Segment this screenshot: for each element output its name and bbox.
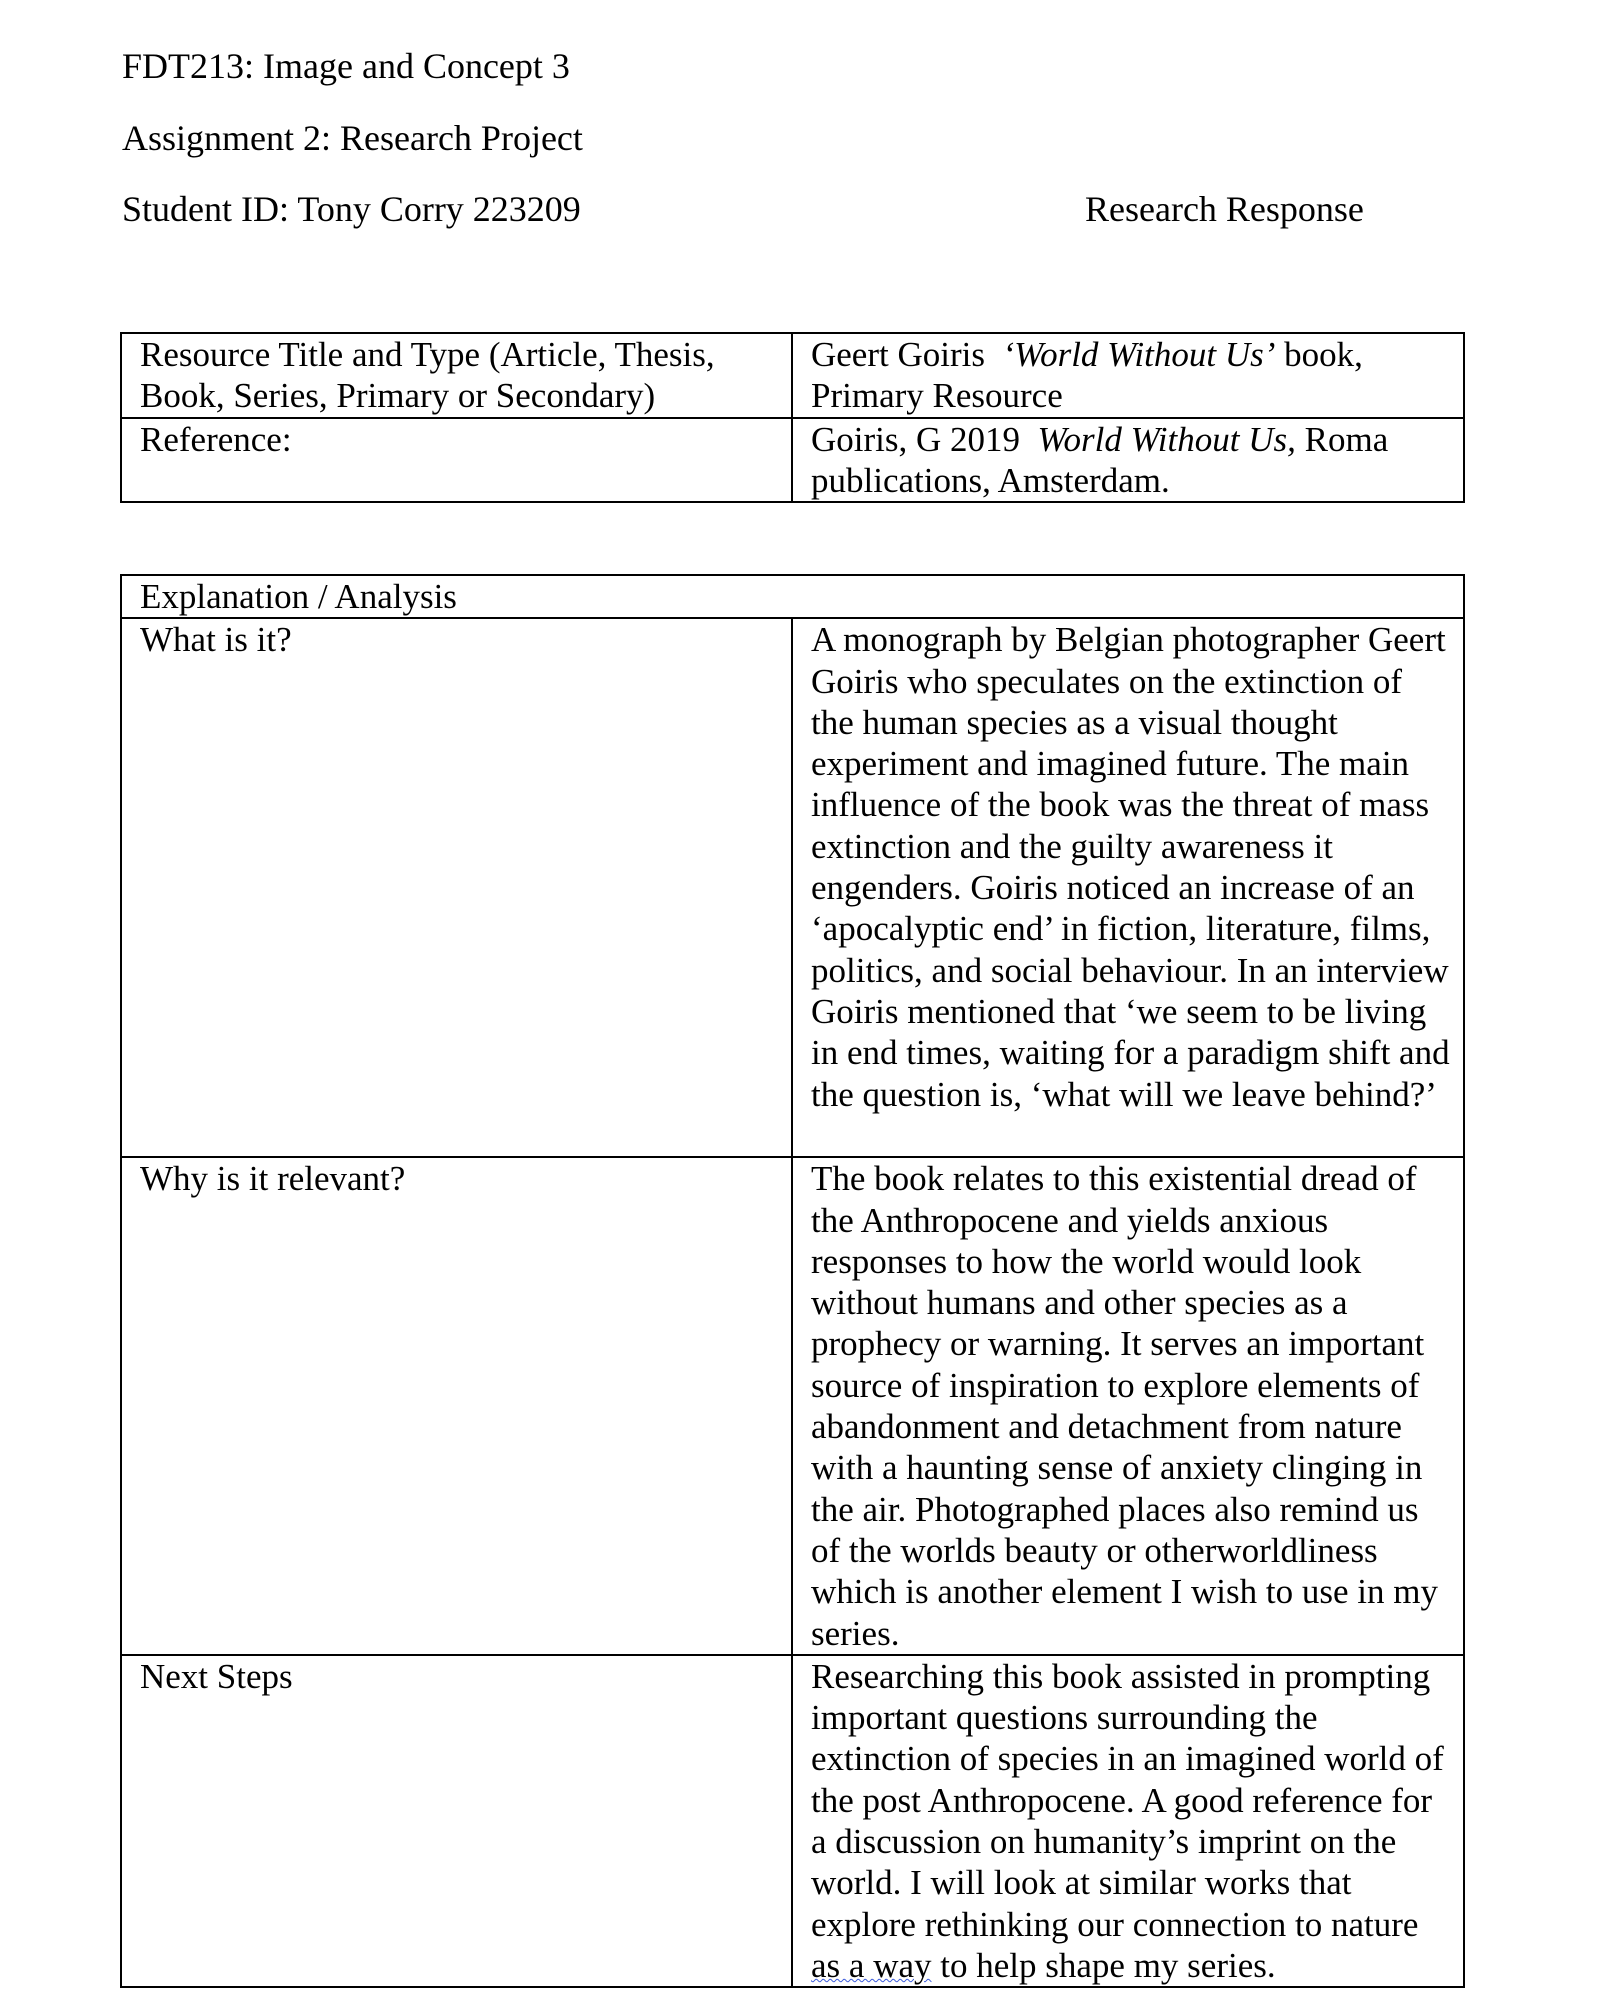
table-row xyxy=(121,618,1464,1157)
assignment-title: Assignment 2: Research Project xyxy=(122,118,583,158)
why-relevant-text: The book relates to this existential dread of the Anthropocene and yields anxious responses to how the world would look without humans and other species as a prophecy or warning. It serves an important source of inspiration to explore elements of abandonment and detachment from nature with a haunting sense of anxiety clinging in the air. Photographed places also remind us of the worlds beauty or otherworldliness which is another element I wish to use in my series. xyxy=(792,1157,1464,1655)
resource-author: Geert Goiris xyxy=(811,335,985,374)
table-row xyxy=(121,418,1464,503)
what-is-it-text: A monograph by Belgian photographer Geert Goiris who speculates on the extinction of the human species as a visual thought experiment and imagined future. The main influence of the book was the threat of mass extinction and the guilty awareness it engenders. Goiris noticed an increase of an ‘apocalyptic end’ in fiction, literature, films, politics, and social behaviour. In an interview Goiris mentioned that ‘we seem to be living in end times, waiting for a paradigm shift and the question is, ‘what will we leave behind?’ xyxy=(792,618,1464,1157)
student-id: Student ID: Tony Corry 223209 xyxy=(122,189,581,229)
next-steps-end: to help shape my series. xyxy=(940,1945,1276,1985)
reference-label: Reference: xyxy=(121,418,792,503)
reference-author-year: Goiris, G 2019 xyxy=(811,419,1021,459)
table-row xyxy=(121,1157,1464,1655)
resource-table xyxy=(120,332,1465,503)
resource-type: book, Primary Resource xyxy=(811,335,1363,416)
next-steps-text xyxy=(792,1655,1464,1987)
next-steps-label: Next Steps xyxy=(121,1655,792,1987)
reference-value xyxy=(792,418,1464,503)
analysis-heading: Explanation / Analysis xyxy=(121,575,1464,618)
analysis-table xyxy=(120,574,1465,1988)
table-row xyxy=(121,575,1464,618)
course-title: FDT213: Image and Concept 3 xyxy=(122,46,570,86)
what-is-it-label: What is it? xyxy=(121,618,792,1157)
resource-work-title: ‘World Without Us’ xyxy=(1002,335,1276,374)
table-row xyxy=(121,1655,1464,1987)
reference-work-title: World Without Us, xyxy=(1037,419,1296,459)
next-steps-main: Researching this book assisted in prompting important questions surrounding the extinction of species in an imagined world of the post Anthropocene. A good reference for a discussion on humanity’s imprint on the world. I will look at similar works that explore rethinking our connection to nature xyxy=(811,1656,1444,1944)
flagged-phrase: as a way xyxy=(811,1945,932,1985)
table-row xyxy=(121,333,1464,418)
research-response-label: Research Response xyxy=(1085,189,1364,229)
resource-title-label: Resource Title and Type (Article, Thesis, Book, Series, Primary or Secondary) xyxy=(121,333,792,418)
why-relevant-label: Why is it relevant? xyxy=(121,1157,792,1655)
reference-publisher: Roma publications, Amsterdam. xyxy=(811,419,1389,500)
resource-title-value xyxy=(792,333,1464,418)
